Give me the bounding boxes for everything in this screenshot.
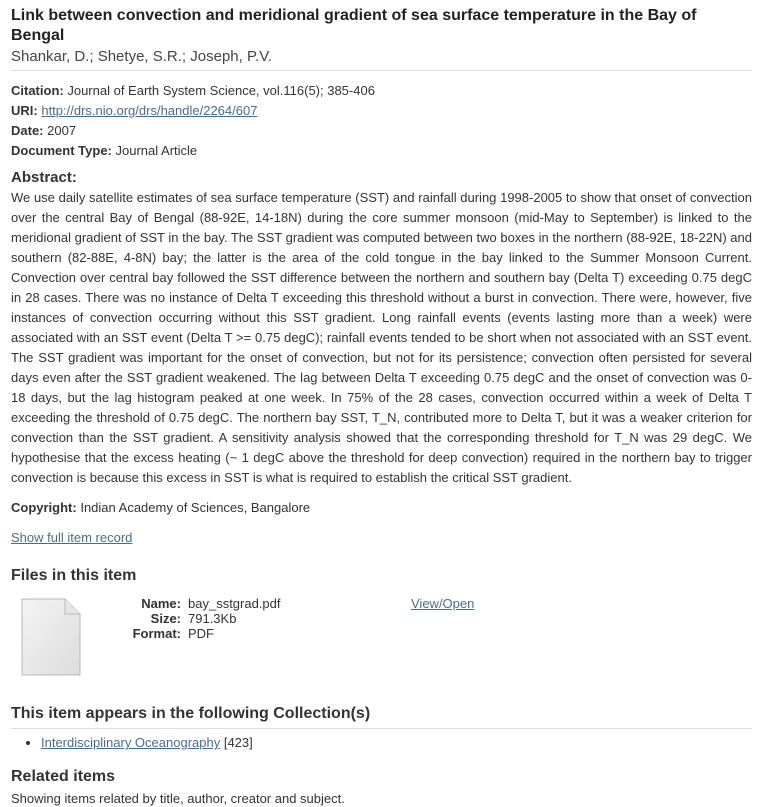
date-label: Date: bbox=[11, 123, 44, 138]
uri-row bbox=[11, 101, 752, 121]
item-authors: Shankar, D.; Shetye, S.R.; Joseph, P.V. bbox=[11, 48, 272, 65]
file-format: PDF bbox=[188, 626, 214, 641]
file-name: bay_sstgrad.pdf bbox=[188, 596, 281, 611]
file-size-row bbox=[121, 611, 281, 626]
file-size: 791.3Kb bbox=[188, 611, 237, 626]
full-record-row bbox=[11, 528, 752, 548]
doctype-row bbox=[11, 141, 752, 161]
item-title: Link between convection and meridional gradient of sea surface temperature in the Bay of Bengal bbox=[11, 7, 697, 44]
related-heading: Related items bbox=[11, 768, 116, 785]
file-name-label: Name: bbox=[141, 596, 181, 611]
show-full-record-link[interactable]: Show full item record bbox=[11, 530, 133, 545]
citation-value: Journal of Earth System Science, vol.116(5); 385-406 bbox=[67, 83, 375, 98]
doctype-value: Journal Article bbox=[115, 143, 198, 158]
file-format-row bbox=[121, 626, 281, 641]
files-heading: Files in this item bbox=[11, 567, 137, 584]
citation-label: Citation: bbox=[11, 83, 64, 98]
collection-link[interactable]: Interdisciplinary Oceanography bbox=[41, 735, 221, 750]
metadata-block bbox=[11, 81, 752, 161]
related-subtitle: Showing items related by title, author, creator and subject. bbox=[11, 791, 345, 806]
file-name-row bbox=[121, 596, 281, 611]
list-item bbox=[41, 733, 752, 753]
copyright-label: Copyright: bbox=[11, 500, 77, 515]
abstract-heading: Abstract: bbox=[11, 169, 77, 186]
divider bbox=[11, 70, 752, 71]
file-entry bbox=[11, 594, 752, 694]
view-open-link[interactable]: View/Open bbox=[411, 596, 475, 611]
file-format-label: Format: bbox=[132, 626, 181, 641]
date-value: 2007 bbox=[47, 123, 77, 138]
collection-count: [423] bbox=[223, 735, 253, 750]
file-view-cell bbox=[411, 596, 474, 611]
citation-row bbox=[11, 81, 752, 101]
file-details bbox=[121, 596, 281, 641]
copyright-row bbox=[11, 498, 752, 518]
copyright-value: Indian Academy of Sciences, Bangalore bbox=[80, 500, 311, 515]
file-icon[interactable] bbox=[21, 598, 81, 676]
date-row bbox=[11, 121, 752, 141]
file-size-label: Size: bbox=[150, 611, 181, 626]
divider bbox=[11, 728, 752, 729]
collections-heading: This item appears in the following Collection(s) bbox=[11, 705, 371, 722]
abstract-text: We use daily satellite estimates of sea surface temperature (SST) and rainfall during 1998-2005 to show that onset of convection over the central Bay of Bengal (88-92E, 14-18N) during the core summer monsoon (mid-May to September) is linked to the meridional gradient of SST in the bay. The SST gradient was computed between two boxes in the northern (88-92E, 18-22N) and southern (82-88E, 4-8N) bay; the latter is the area of the cold tongue in the bay linked to the Summer Monsoon Current. Convection over central bay followed the SST difference between the northern and southern bay (Delta T) exceeding 0.75 degC in 28 cases. There was no instance of Delta T exceeding this threshold without a burst in convection. There were, however, five instances of convection occurring without this SST gradient. Long rainfall events (events lasting more than a week) were associated with an SST event (Delta T >= 0.75 degC); rainfall events tended to be short when not associated with an SST event. The SST gradient was important for the onset of convection, but not for its persistence; convection often persisted for several days even after the SST gradient weakened. The lag between Delta T exceeding 0.75 degC and the onset of convection was 0-18 days, but the lag histogram peaked at one week. In 75% of the 28 cases, convection occurred within a week of Delta T exceeding the threshold of 0.75 degC. The northern bay SST, T_N, contributed more to Delta T, but it was a weaker criterion for convection than the SST gradient. A sensitivity analysis showed that the corresponding threshold for T_N was 29 degC. We hypothesise that the excess heating (~ 1 degC above the threshold for deep convection) required in the northern bay to trigger convection is because this excess in SST is what is required to establish the critical SST gradient. bbox=[11, 190, 752, 485]
collections-list bbox=[11, 733, 752, 753]
doctype-label: Document Type: bbox=[11, 143, 112, 158]
uri-link[interactable]: http://drs.nio.org/drs/handle/2264/607 bbox=[41, 103, 258, 118]
uri-label: URI: bbox=[11, 103, 38, 118]
